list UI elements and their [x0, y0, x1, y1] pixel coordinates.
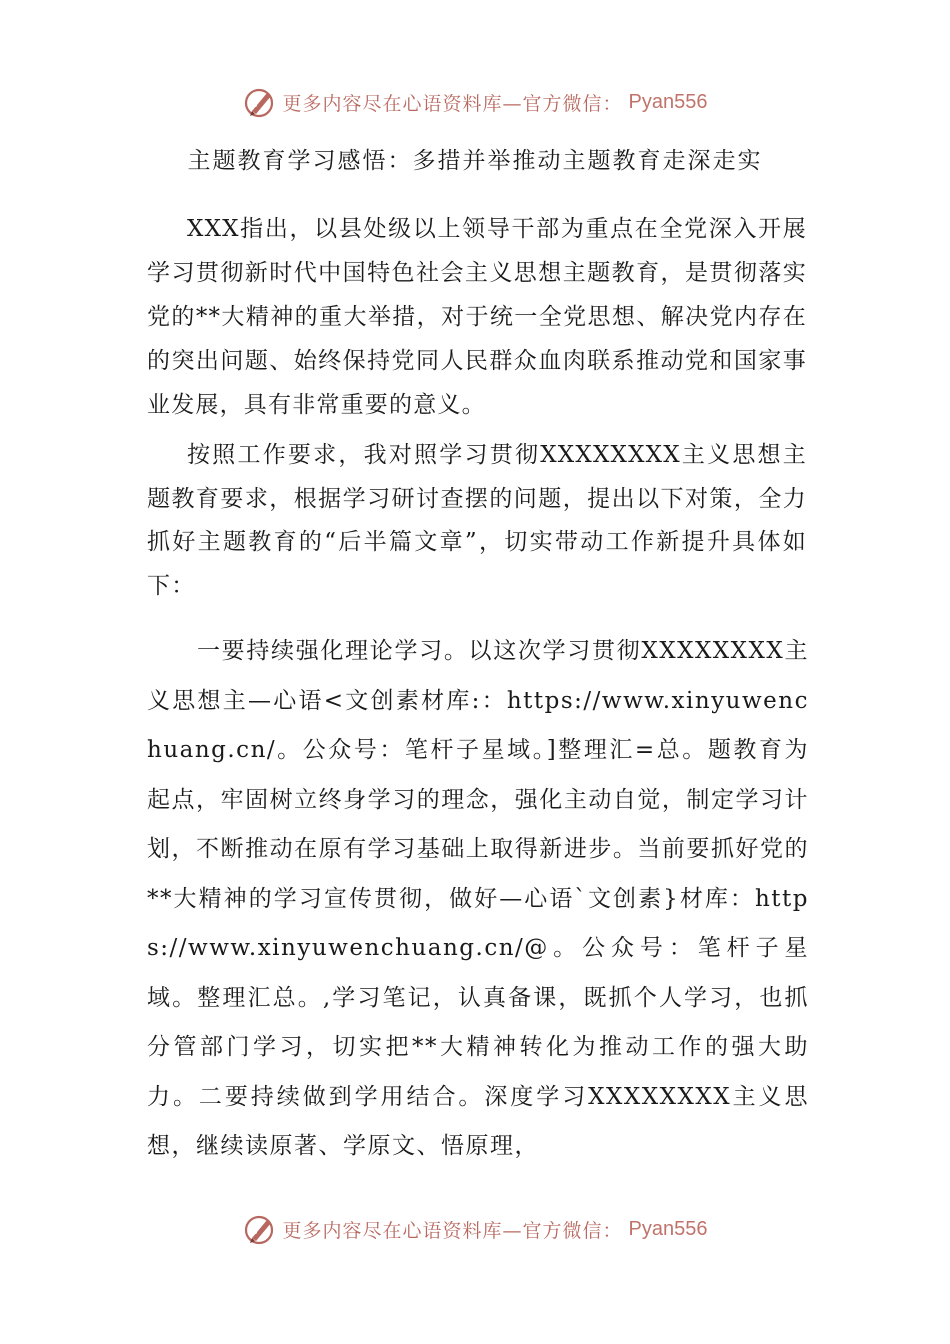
paragraph-intro: XXX指出，以县处级以上领导干部为重点在全党深入开展学习贯彻新时代中国特色社会主义思想主题教育，是贯彻落实党的**大精神的重大举措，对于统一全党思想、解决党内存在的突出问题、始终保持党同人民群众血肉联系推动党和国家事业发展，具有非常重要的意义。 — [147, 216, 807, 418]
pen-circle-logo-icon — [243, 1212, 277, 1246]
paragraph-requirements: 按照工作要求，我对照学习贯彻XXXXXXXX主义思想主题教育要求，根据学习研讨查摆的问题，提出以下对策，全力抓好主题教育的“后半篇文章”，切实带动工作新提升具体如下： — [147, 442, 807, 599]
header-banner-text: 更多内容尽在心语资料库—官方微信： — [282, 92, 623, 115]
document-title: 主题教育学习感悟：多措并举推动主题教育走深走实 — [187, 148, 763, 174]
footer-banner — [0, 1209, 950, 1249]
header-banner — [0, 82, 950, 122]
header-wechat-id: Pyan556 — [628, 90, 708, 113]
footer-banner-text: 更多内容尽在心语资料库—官方微信： — [282, 1219, 623, 1242]
paragraph-measures: 一要持续强化理论学习。以这次学习贯彻XXXXXXXX主义思想主—心语<文创素材库:：https://www.xinyuwenchuang.cn/。公众号：笔杆子星域。]整理汇=总。题教育为起点，牢固树立终身学习的理念，强化主动自觉，制定学习计划，不断推动在原有学习基础上取得新进步。当前要抓好党的**大精神的学习宣传贯彻，做好—心语`文创素}材库：https://www.xinyuwenchuang.cn/@。公众号：笔杆子星域。整理汇总。,学习笔记，认真备课，既抓个人学习，也抓分管部门学习，切实把**大精神转化为推动工作的强大助力。二要持续做到学用结合。深度学习XXXXXXXX主义思想，继续读原著、学原文、悟原理， — [147, 638, 809, 1159]
pen-circle-logo-icon — [243, 85, 277, 119]
footer-wechat-id: Pyan556 — [628, 1217, 708, 1240]
